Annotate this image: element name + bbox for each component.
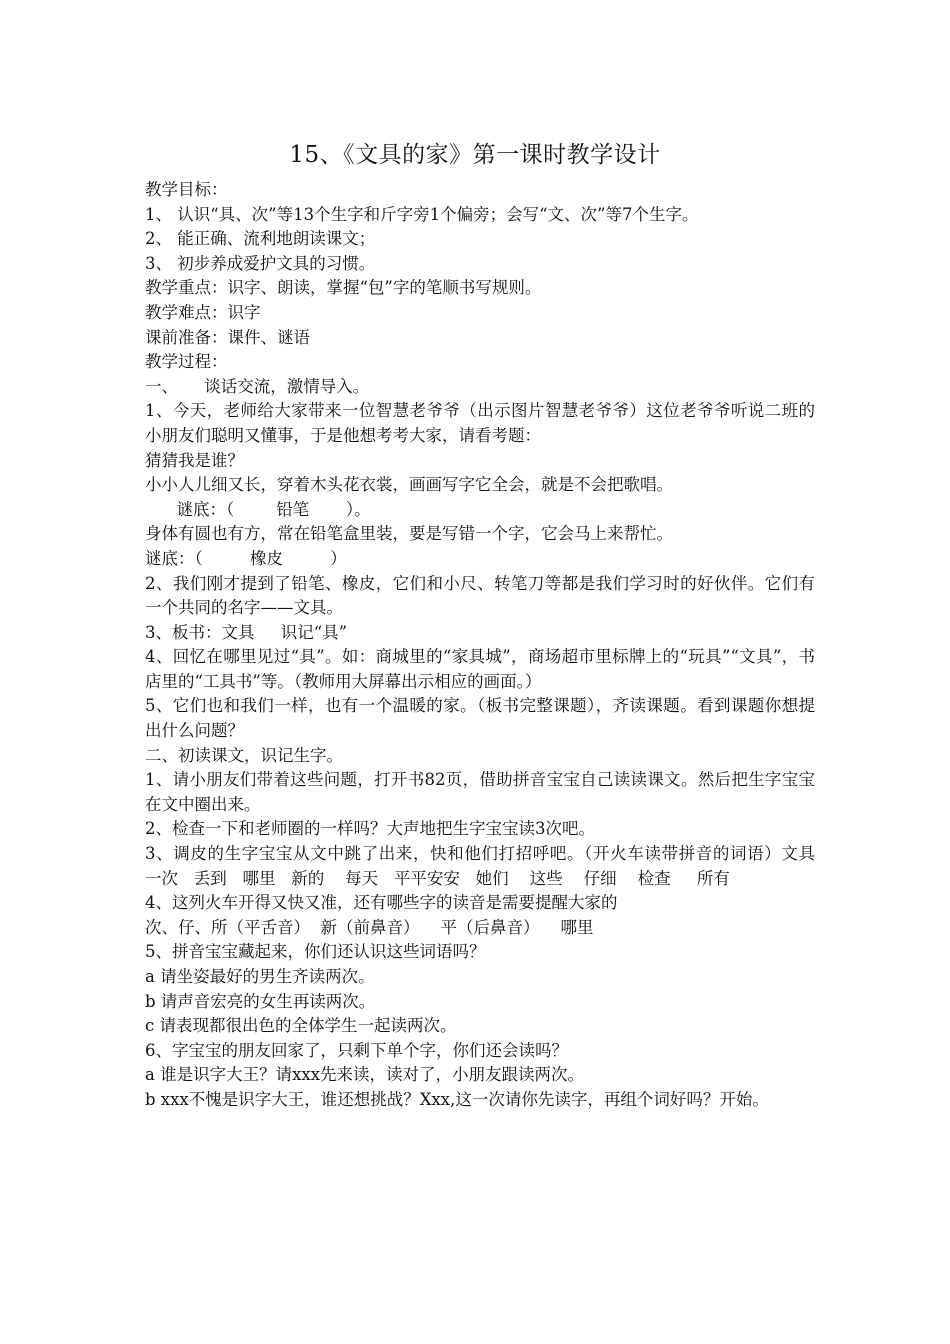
paragraph: 3、板书：文具 识记“具” xyxy=(145,622,348,642)
list-item: c 请表现都很出色的全体学生一起读两次。 xyxy=(145,1016,457,1036)
paragraph: 1、今天，老师给大家带来一位智慧老爷爷（出示图片智慧老爷爷）这位老爷爷听说二班的小朋友们聪明又懂事，于是他想考考大家，请看考题： xyxy=(145,401,815,445)
difficult-points: 教学难点：识字 xyxy=(145,302,261,322)
paragraph: 6、字宝宝的朋友回家了，只剩下单个字，你们还会读吗？ xyxy=(145,1040,568,1060)
section-1-heading: 一、 谈话交流，激情导入。 xyxy=(145,376,370,396)
paragraph: 1、请小朋友们带着这些问题，打开书82页，借助拼音宝宝自己读读课文。然后把生字宝宝在文中圈出来。 xyxy=(145,770,815,814)
objective-2: 2、 能正确、流利地朗读课文； xyxy=(145,229,376,249)
list-item: a 请坐姿最好的男生齐读两次。 xyxy=(145,967,375,986)
riddle-1-answer: 谜底：（ 铅笔 ）。 xyxy=(145,499,371,519)
riddle-2: 身体有圆也有方，常在铅笔盒里装，要是写错一个字，它会马上来帮忙。 xyxy=(145,524,673,544)
document-title: 15、《文具的家》第一课时教学设计 xyxy=(289,142,661,168)
list-item: a 谁是识字大王？请xxx先来读，读对了，小朋友跟读两次。 xyxy=(145,1065,584,1085)
paragraph: 猜猜我是谁？ xyxy=(145,450,244,470)
process-heading: 教学过程： xyxy=(145,352,228,372)
paragraph: 4、回忆在哪里见过“具”。如：商城里的“家具城”，商场超市里标牌上的“玩具”“文具”，书店里的“工具书”等。（教师用大屏幕出示相应的画面。） xyxy=(145,647,815,691)
list-item: b xxx不愧是识字大王，谁还想挑战？Xxx,这一次请你先读字，再组个词好吗？开始。 xyxy=(145,1089,769,1109)
paragraph: 2、我们刚才提到了铅笔、橡皮，它们和小尺、转笔刀等都是我们学习时的好伙伴。它们有一个共同的名字——文具。 xyxy=(145,573,815,618)
paragraph: 4、这列火车开得又快又准，还有哪些字的读音是需要提醒大家的 xyxy=(145,893,618,913)
key-points: 教学重点：识字、朗读，掌握“包”字的笔顺书写规则。 xyxy=(145,278,542,298)
paragraph: 2、检查一下和老师圈的一样吗？大声地把生字宝宝读3次吧。 xyxy=(145,819,595,839)
objectives-heading: 教学目标： xyxy=(145,180,228,199)
paragraph: 3、调皮的生字宝宝从文中跳了出来，快和他们打招呼吧。（开火车读带拼音的词语）文具 一次 丢到 哪里 新的 每天 平平安安 她们 这些 仔细 检查 所有 xyxy=(145,844,831,888)
section-2-heading: 二、初读课文，识记生字。 xyxy=(145,745,343,765)
document-body xyxy=(145,178,831,1113)
riddle-1: 小小人儿细又长，穿着木头花衣裳，画画写字它全会，就是不会把歌唱。 xyxy=(145,475,673,495)
list-item: b 请声音宏亮的女生再读两次。 xyxy=(145,991,376,1011)
riddle-2-answer: 谜底：（ 橡皮 ） xyxy=(145,548,347,568)
paragraph: 5、它们也和我们一样，也有一个温暖的家。（板书完整课题），齐读课题。看到课题你想提出什么问题？ xyxy=(145,696,815,741)
objective-1: 1、 认识“具、次”等13个生字和斤字旁1个偏旁；会写“文、次”等7个生字。 xyxy=(145,204,699,224)
paragraph: 5、拼音宝宝藏起来，你们还认识这些词语吗？ xyxy=(145,942,486,962)
objective-3: 3、 初步养成爱护文具的习惯。 xyxy=(145,253,376,273)
preparation: 课前准备：课件、谜语 xyxy=(145,327,310,347)
paragraph: 次、仔、所（平舌音） 新（前鼻音） 平（后鼻音） 哪里 xyxy=(145,917,594,937)
